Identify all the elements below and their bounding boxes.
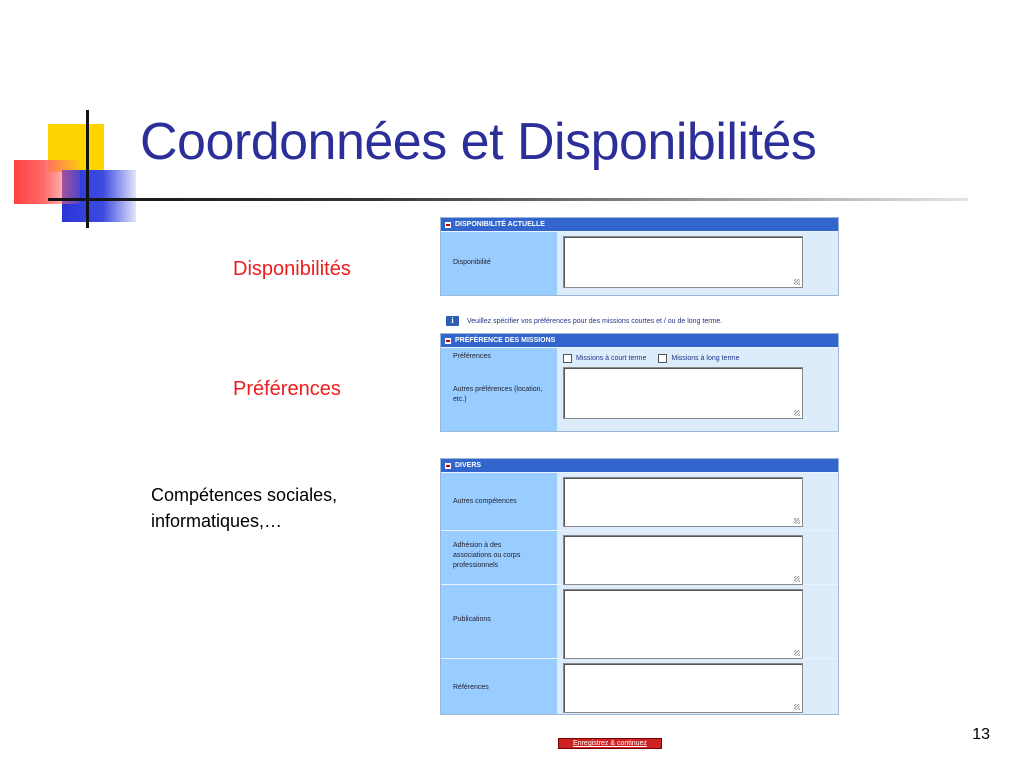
autres-preferences-textarea[interactable]	[563, 367, 803, 419]
panel-header-disponibilite[interactable]	[441, 218, 838, 231]
field-label-publications: Publications	[441, 584, 557, 658]
publications-textarea[interactable]	[563, 589, 803, 659]
label-preferences: Préférences	[233, 378, 341, 400]
collapse-icon[interactable]	[445, 222, 451, 228]
preferences-options	[563, 348, 832, 363]
panel-header-title: PRÉFÉRENCE DES MISSIONS	[455, 337, 556, 344]
panel-header-title: DISPONIBILITÉ ACTUELLE	[455, 221, 545, 228]
info-text: Veuillez spécifier vos préférences pour des missions courtes et / ou de long terme.	[467, 317, 723, 325]
panel-divers	[440, 458, 839, 715]
checkbox-court-terme[interactable]	[563, 354, 572, 363]
field-label-autres-preferences: Autres préférences (location, etc.)	[441, 367, 557, 431]
decor-horizontal-line	[48, 198, 968, 201]
field-label-disponibilite: Disponibilité	[441, 231, 557, 295]
info-message	[446, 316, 722, 326]
option-long-label[interactable]: Missions à long terme	[671, 355, 740, 362]
field-label-autres-competences: Autres compétences	[441, 472, 557, 530]
info-icon: i	[446, 316, 459, 326]
disponibilite-textarea[interactable]	[563, 236, 803, 288]
label-disponibilites: Disponibilités	[233, 258, 351, 280]
collapse-icon[interactable]	[445, 463, 451, 469]
references-textarea[interactable]	[563, 663, 803, 713]
field-label-references: Références	[441, 658, 557, 714]
panel-header-divers[interactable]	[441, 459, 838, 472]
label-competences: Compétences sociales, informatiques,…	[151, 485, 338, 531]
panel-header-title: DIVERS	[455, 462, 482, 469]
collapse-icon[interactable]	[445, 338, 451, 344]
page-number: 13	[972, 726, 990, 743]
slide-title: Coordonnées et Disponibilités	[140, 113, 817, 171]
panel-disponibilite	[440, 217, 839, 296]
option-court-label[interactable]: Missions à court terme	[576, 355, 647, 362]
field-label-preferences: Préférences	[441, 347, 557, 367]
field-label-adhesion: Adhésion à des associations ou corps professionnels	[441, 530, 557, 584]
decor-vertical-line	[86, 110, 89, 228]
checkbox-long-terme[interactable]	[658, 354, 667, 363]
save-continue-button[interactable]: Enregistrez & continuez	[558, 738, 662, 749]
autres-competences-textarea[interactable]	[563, 477, 803, 527]
adhesion-textarea[interactable]	[563, 535, 803, 585]
panel-header-preferences[interactable]	[441, 334, 838, 347]
panel-preferences	[440, 333, 839, 432]
